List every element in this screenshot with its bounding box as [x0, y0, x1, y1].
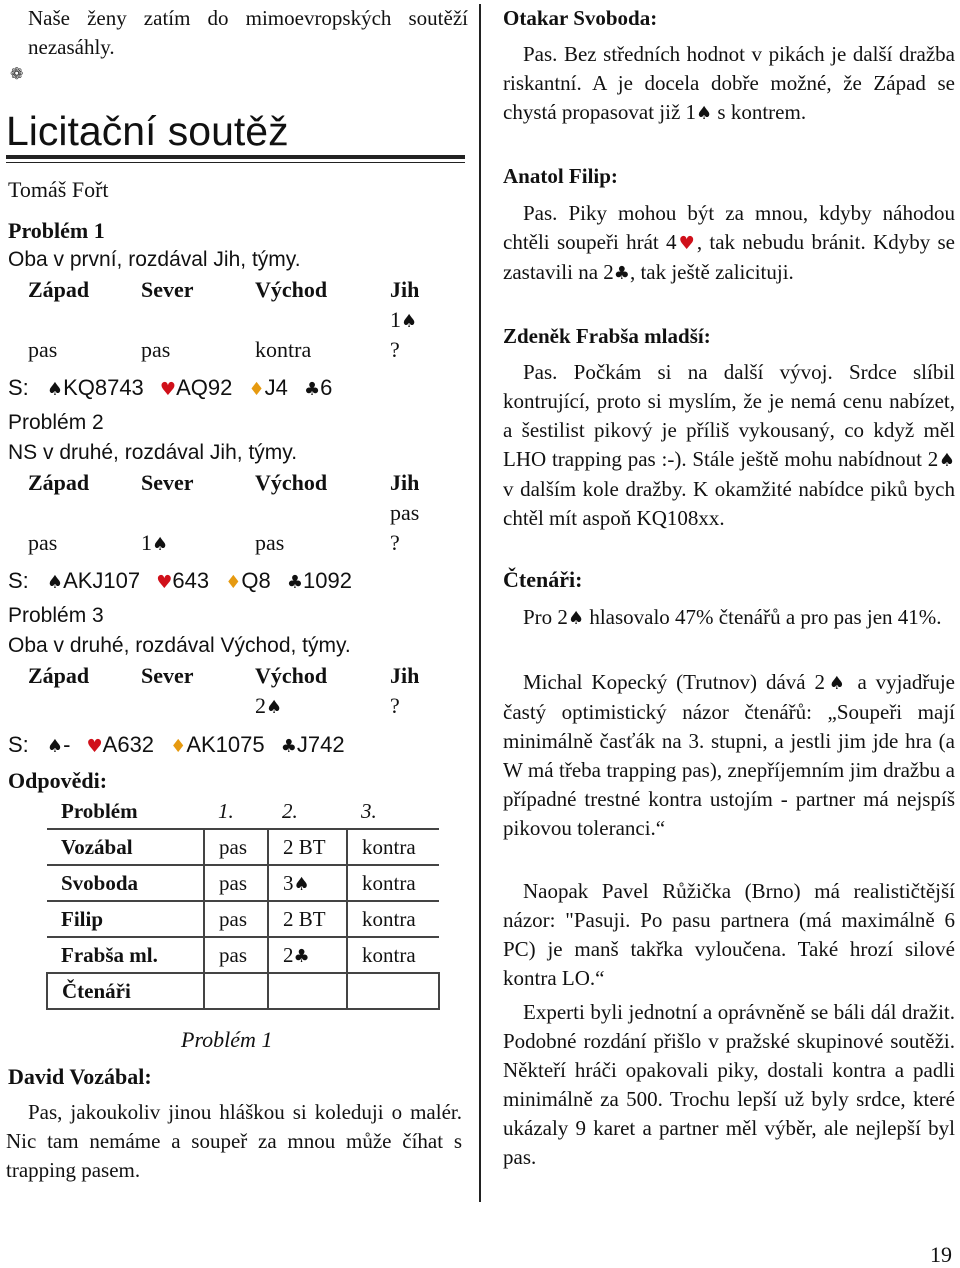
- expert-text: Pas. Bez středních hodnot v pikách je další dražba riskantní. A je docela dobře možné, že Západ se chystá propasovat již 1♠ s kontrem.: [503, 42, 955, 124]
- expert-text: Pas. Piky mohou být za mnou, kdyby náhodou chtěli soupeři hrát 4♥, tak nebudu bránit. Kdyby se zastavili na 2♣, tak ještě zalicituji.: [503, 201, 956, 284]
- table-cell: [268, 973, 347, 1009]
- bidding-header-west: Západ: [28, 663, 90, 688]
- hand-label: S:: [8, 568, 29, 593]
- title-rule-thin: [6, 162, 465, 163]
- problem-3-title: Problém 3: [8, 604, 104, 627]
- bid-east: 2♠: [255, 693, 283, 718]
- bidding-header-west: Západ: [28, 277, 90, 302]
- table-cell: 2 BT: [268, 901, 347, 937]
- table-cell: 2 BT: [268, 829, 347, 865]
- spade-icon: ♠: [46, 572, 64, 593]
- heart-icon: ♥: [159, 379, 177, 400]
- hand-diamonds: J4: [264, 375, 288, 400]
- bid-west: pas: [28, 337, 58, 362]
- table-cell: kontra: [347, 901, 439, 937]
- readers-paragraph: Experti byli jednotní a oprávněně se báli dál dražit. Podobné rozdání přišlo v pražské skupinové soutěži. Někteří hráči opakovali piky, dostali kontra a padli minimálně za 500. Trochu lepší už byly srdce, které ukázaly 9 karet a partner měl výběr, ale nejlepší byl pas.: [503, 1000, 955, 1169]
- readers-paragraph: Naopak Pavel Růžička (Brno) má realističtější názor: "Pasuji. Po pasu partnera (má maximálně 6 PC) je manš takřka vyloučena. Také hrozí silové kontra LO.“: [503, 879, 955, 990]
- hand-1: [8, 375, 332, 401]
- club-icon: ♣: [286, 572, 303, 593]
- bidding-header-south: Jih: [390, 663, 420, 688]
- hand-diamonds: Q8: [241, 568, 271, 593]
- expert-name: David Vozábal:: [8, 1064, 152, 1089]
- table-cell: [347, 973, 439, 1009]
- bid-north: pas: [141, 337, 171, 362]
- bid-south-question: ?: [390, 337, 400, 362]
- hand-spades: -: [63, 732, 71, 757]
- table-cell: kontra: [347, 865, 439, 901]
- page-title: Licitační soutěž: [6, 108, 289, 154]
- page-number: 19: [930, 1242, 952, 1267]
- hand-3: [8, 732, 345, 758]
- expert-text: Pas, jakoukoliv jinou hláškou si koleduji o malér. Nic tam nemáme a soupeř za mnou může číhat s trapping pasem.: [6, 1100, 462, 1182]
- bidding-header-east: Východ: [255, 470, 328, 495]
- diamond-icon: ♦: [225, 572, 242, 593]
- table-row: [47, 973, 439, 1009]
- table-cell: Frabša ml.: [47, 937, 204, 973]
- spade-icon: ♠: [46, 379, 64, 400]
- bidding-header-south: Jih: [390, 277, 420, 302]
- table-cell: [204, 973, 268, 1009]
- table-cell: Filip: [47, 901, 204, 937]
- bidding-header-south: Jih: [390, 470, 420, 495]
- hand-label: S:: [8, 732, 29, 757]
- spade-icon: ♠: [46, 736, 64, 757]
- club-icon: ♣: [303, 379, 321, 400]
- expert-name: Anatol Filip:: [503, 164, 618, 188]
- table-row: [47, 937, 439, 973]
- table-header-row: [47, 794, 439, 829]
- bid-south: pas: [390, 500, 420, 525]
- bid-west: pas: [28, 530, 58, 555]
- table-cell: pas: [204, 937, 268, 973]
- hand-spades: KQ8743: [63, 375, 144, 400]
- title-rule: [6, 155, 465, 159]
- heart-icon: ♥: [86, 736, 103, 757]
- author: Tomáš Fořt: [8, 177, 109, 202]
- table-header-cell: 1.: [218, 798, 234, 823]
- problem-2-title: Problém 2: [8, 411, 104, 434]
- hand-hearts: 643: [172, 568, 210, 593]
- table-cell: Vozábal: [47, 829, 204, 865]
- table-cell: 2♣: [268, 937, 347, 973]
- table-cell: 3♠: [268, 865, 347, 901]
- bid-south-question: ?: [390, 530, 400, 555]
- hand-2: [8, 568, 352, 594]
- bid-east: kontra: [255, 337, 312, 362]
- intro-text: Naše ženy zatím do mimoevropských soutěží nezasáhly.: [28, 6, 468, 59]
- table-header-cell: 3.: [361, 798, 377, 823]
- bid-south: 1♠: [390, 307, 418, 332]
- hand-clubs: J742: [296, 732, 345, 757]
- expert-name: Zdeněk Frabša mladší:: [503, 324, 711, 348]
- readers-paragraph: Michal Kopecký (Trutnov) dává 2♠ a vyjadřuje častý optimistický názor čtenářů: „Soupeři mají minimálně časťák na 3. stupni, a jestli jim jde hra (a W má třeba trapping pas), znepříjemním jim dražbu a případné trestné kontra ustojím - partner má nejspíš pikovou toleranci.“: [503, 670, 955, 840]
- table-cell: Svoboda: [47, 865, 204, 901]
- bid-south-question: ?: [390, 693, 400, 718]
- bidding-header-east: Východ: [255, 663, 328, 688]
- table-cell: Čtenáři: [47, 973, 204, 1009]
- hand-clubs: 6: [320, 375, 333, 400]
- table-row: [47, 865, 439, 901]
- table-row: [47, 829, 439, 865]
- bid-east: pas: [255, 530, 285, 555]
- table-cell: kontra: [347, 829, 439, 865]
- readers-paragraph: Pro 2♠ hlasovalo 47% čtenářů a pro pas jen 41%.: [523, 605, 942, 629]
- section-label: Problém 1: [181, 1027, 273, 1052]
- heart-icon: ♥: [156, 572, 173, 593]
- table-cell: pas: [204, 829, 268, 865]
- bidding-header-east: Východ: [255, 277, 328, 302]
- answers-heading: Odpovědi:: [8, 768, 108, 793]
- hand-hearts: AQ92: [176, 375, 233, 400]
- expert-text: Pas. Počkám si na další vývoj. Srdce slíbil kontrující, proto si myslím, že je nemá cenu nabízet, a šestilist pikový je příliš vykousaný, co když měl LHO trapping pas :-). Stále ještě mohu nabídnout 2♠ v dalším kole dražby. K okamžité nabídce piků bych chtěl mít aspoň KQ108xx.: [503, 360, 955, 530]
- hand-label: S:: [8, 375, 29, 400]
- hand-hearts: A632: [102, 732, 155, 757]
- bid-north: 1♠: [141, 530, 169, 555]
- problem-2-conditions: NS v druhé, rozdával Jih, týmy.: [8, 441, 298, 464]
- table-row: [47, 901, 439, 937]
- answers-table: [46, 794, 440, 1010]
- table-cell: pas: [204, 901, 268, 937]
- problem-1-conditions: Oba v první, rozdával Jih, týmy.: [8, 248, 301, 271]
- column-divider: [479, 4, 481, 1202]
- hand-diamonds: AK1075: [186, 732, 265, 757]
- diamond-icon: ♦: [248, 379, 265, 400]
- club-icon: ♣: [280, 736, 297, 757]
- diamond-icon: ♦: [170, 736, 187, 757]
- bidding-header-north: Sever: [141, 663, 194, 688]
- table-header-cell: 2.: [282, 798, 298, 823]
- problem-3-conditions: Oba v druhé, rozdával Východ, týmy.: [8, 634, 351, 657]
- bidding-header-west: Západ: [28, 470, 90, 495]
- table-header-cell: Problém: [61, 798, 138, 823]
- hand-spades: AKJ107: [63, 568, 141, 593]
- bidding-header-north: Sever: [141, 470, 194, 495]
- table-cell: kontra: [347, 937, 439, 973]
- readers-heading: Čtenáři:: [503, 567, 583, 592]
- bidding-header-north: Sever: [141, 277, 194, 302]
- flower-icon: ❁: [10, 66, 24, 83]
- hand-clubs: 1092: [303, 568, 352, 593]
- problem-1-title: Problém 1: [8, 218, 105, 243]
- expert-name: Otakar Svoboda:: [503, 6, 658, 30]
- table-cell: pas: [204, 865, 268, 901]
